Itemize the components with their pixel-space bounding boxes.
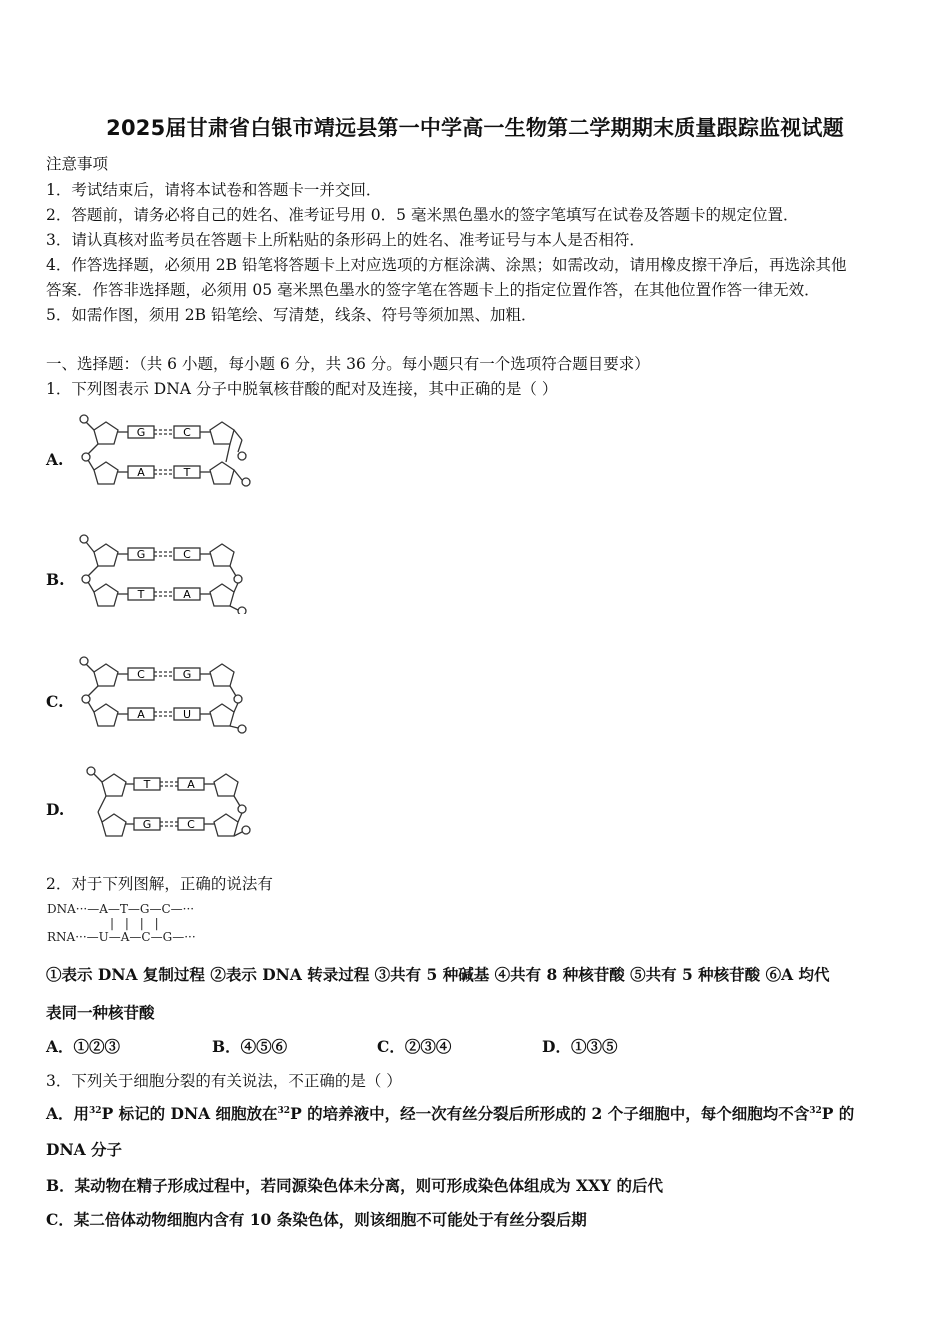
base-u: U: [182, 708, 192, 721]
q2-bond-line: | | | |: [110, 916, 160, 930]
base-a: A: [183, 588, 191, 601]
base-g: G: [142, 818, 152, 831]
notice-item-4-cont: 答案．作答非选择题，必须用 05 毫米黑色墨水的签字笔在答题卡上的指定位置作答，在其他位置作答一律无效．: [46, 281, 820, 299]
base-t: T: [183, 466, 191, 479]
base-t: T: [143, 778, 151, 791]
q1-option-c-label: C.: [46, 692, 64, 711]
q1-stem: 1．下列图表示 DNA 分子中脱氧核苷酸的配对及连接，其中正确的是（ ）: [46, 380, 558, 398]
base-c: C: [183, 548, 191, 561]
q2-choice-a: A．①②③: [46, 1037, 121, 1056]
q1-option-b-label: B.: [46, 570, 65, 589]
q2-choice-d: D．①③⑤: [542, 1037, 618, 1056]
q1-option-a-diagram: [76, 410, 266, 492]
base-g: G: [182, 668, 192, 681]
q2-rna-line: RNA···—U—A—C—G—···: [47, 930, 196, 944]
q3-option-a-part3: P 的培养液中，经一次有丝分裂后所形成的 2 个子细胞中，每个细胞均不含: [290, 1104, 810, 1123]
superscript: 32: [89, 1105, 102, 1116]
base-c: C: [187, 818, 195, 831]
q3-option-b: B．某动物在精子形成过程中，若同源染色体未分离，则可形成染色体组成为 XXY 的后代: [46, 1176, 664, 1195]
q2-stem: 2．对于下列图解，正确的说法有: [46, 875, 273, 893]
notice-item-1: 1．考试结束后，请将本试卷和答题卡一并交回．: [46, 181, 382, 199]
pentagon-icon: [210, 422, 234, 444]
pentagon-icon: [210, 462, 234, 484]
base-c: C: [137, 668, 145, 681]
notice-heading: 注意事项: [46, 155, 109, 173]
base-g: G: [136, 548, 146, 561]
q3-option-a-part4: P 的: [821, 1104, 855, 1123]
base-a: A: [137, 708, 145, 721]
q3-option-a-part2: P 标记的 DNA 细胞放在: [101, 1104, 278, 1123]
q1-option-a-label: A.: [46, 450, 64, 469]
q2-choice-b: B．④⑤⑥: [212, 1037, 288, 1056]
q3-stem: 3．下列关于细胞分裂的有关说法，不正确的是（ ）: [46, 1072, 402, 1090]
q3-option-a: [46, 1102, 854, 1124]
notice-item-2: 2．答题前，请务必将自己的姓名、准考证号用 0．5 毫米黑色墨水的签字笔填写在试卷及答题卡的规定位置．: [46, 206, 799, 224]
notice-item-5: 5．如需作图，须用 2B 铅笔绘、写清楚，线条、符号等须加黑、加粗．: [46, 306, 537, 324]
q1-option-d-label: D.: [46, 800, 65, 819]
pentagon-icon: [94, 462, 118, 484]
section-heading: 一、选择题：（共 6 小题，每小题 6 分，共 36 分。每小题只有一个选项符合题目要求）: [46, 355, 650, 373]
base-c: C: [183, 426, 191, 439]
q2-choice-c: C．②③④: [377, 1037, 452, 1056]
q1-option-b-diagram: [76, 532, 266, 614]
q3-option-a-cont: DNA 分子: [46, 1140, 123, 1159]
q3-option-a-part1: A．用: [46, 1104, 90, 1123]
q2-dna-line: DNA···—A—T—G—C—···: [47, 902, 195, 916]
notice-item-3: 3．请认真核对监考员在答题卡上所粘贴的条形码上的姓名、准考证号与本人是否相符．: [46, 231, 645, 249]
superscript: 32: [809, 1105, 822, 1116]
q2-statements: ①表示 DNA 复制过程 ②表示 DNA 转录过程 ③共有 5 种碱基 ④共有 8 种核苷酸 ⑤共有 5 种核苷酸 ⑥A 均代: [46, 965, 830, 984]
q1-option-d-diagram: [80, 762, 270, 844]
page-title: 2025届甘肃省白银市靖远县第一中学高一生物第二学期期末质量跟踪监视试题: [106, 116, 844, 140]
q2-statements-cont: 表同一种核苷酸: [46, 1003, 155, 1022]
q1-option-c-diagram: [76, 652, 266, 734]
base-a: A: [137, 466, 145, 479]
pentagon-icon: [94, 422, 118, 444]
base-t: T: [137, 588, 145, 601]
notice-item-4: 4．作答选择题，必须用 2B 铅笔将答题卡上对应选项的方框涂满、涂黑；如需改动，请用橡皮擦干净后，再选涂其他: [46, 256, 847, 274]
superscript: 32: [277, 1105, 291, 1116]
base-g: G: [136, 426, 146, 439]
base-a: A: [187, 778, 195, 791]
q3-option-c: C．某二倍体动物细胞内含有 10 条染色体，则该细胞不可能处于有丝分裂后期: [46, 1210, 587, 1229]
